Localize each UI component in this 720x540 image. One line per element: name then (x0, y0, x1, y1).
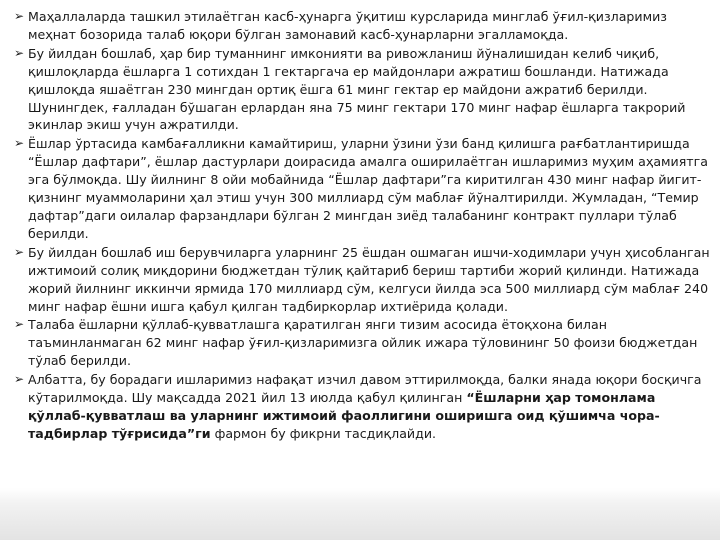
paragraph-youth-notebook (14, 135, 714, 242)
arrow-bullet-icon: ➢ (14, 45, 25, 60)
paragraph-decree (14, 371, 714, 443)
paragraph-student-rent (14, 316, 714, 370)
arrow-bullet-icon: ➢ (14, 317, 25, 332)
paragraph-text: Талаба ёшларни қўллаб-қувватлашга қаратилган янги тизим асосида ётоқхона билан таъминланмаган 62 минг нафар ўғил-қизларимизга ойлик ижара тўловининг 50 фоизи бюджетдан тўлаб берилди. (28, 317, 698, 369)
text-body (14, 8, 714, 444)
arrow-bullet-icon: ➢ (14, 372, 25, 387)
footer-gradient-band (0, 488, 720, 540)
arrow-bullet-icon: ➢ (14, 136, 25, 151)
paragraph-text: Бу йилдан бошлаб, ҳар бир туманнинг имконияти ва ривожланиш йўналишидан келиб чиқиб, қишлоқларда ёшларга 1 сотихдан 1 гектаргача ер майдонлари ажратиш бошланди. Натижада қишлоқда яшаётган 230 мингдан ортиқ ёшга 61 минг гектар ер майдони ажратиб берилди. Шунингдек, ғалладан бўшаган ерлардан яна 75 минг гектари 170 минг нафар ёшларга такрорий экинлар экиш учун ажратилди. (28, 45, 686, 133)
arrow-bullet-icon: ➢ (14, 9, 25, 23)
arrow-bullet-icon: ➢ (14, 244, 25, 259)
decree-title: “Ёшларни ҳар томонлама қўллаб-қувватлаш ва уларнинг ижтимоий фаоллигини оширишга оид қўшимча чора-тадбирлар тўғрисида”ги (28, 390, 660, 441)
paragraph-text-after: фармон бу фикрни тасдиқлайди. (210, 425, 437, 441)
paragraph-makhalla-courses (14, 8, 714, 44)
paragraph-text: Маҳаллаларда ташкил этилаётган касб-ҳунарга ўқитиш курсларида минглаб ўғил-қизларимиз меҳнат бозорида талаб юқори бўлган замонавий касб-ҳунарларни эгалламоқда. (28, 9, 667, 42)
paragraph-land-allocation (14, 45, 714, 135)
paragraph-text-before: Албатта, бу борадаги ишларимиз нафақат изчил давом эттирилмоқда, балки янада юқори босқичга кўтарилмоқда. Шу мақсадда 2021 йил 13 июлда қабул қилинган (28, 372, 702, 406)
paragraph-text: Бу йилдан бошлаб иш берувчиларга уларнинг 25 ёшдан ошмаган ишчи-ходимлари учун ҳисобланган ижтимоий солиқ миқдорини бюджетдан тўлиқ қайтариб бериш тартиби жорий қилинди. Натижада жорий йилнинг иккинчи ярмида 170 миллиард сўм, келгуси йилда эса 500 миллиард сўм маблағ 240 минг нафар ёшни ишга қабул қилган тадбиркорлар ихтиёрида қолади. (28, 244, 710, 314)
paragraph-employer-tax (14, 244, 714, 316)
paragraph-text: Ёшлар ўртасида камбағалликни камайтириш, уларни ўзини ўзи банд қилишга рағбатлантиришда “Ёшлар дафтари”, ёшлар дастурлари доирасида амалга оширилаётган ишларимиз муҳим аҳамиятга эга бўлмоқда. Шу йилнинг 8 ойи мобайнида “Ёшлар дафтари”га киритилган 430 минг нафар йигит-қизнинг муаммоларини ҳал этиш учун 300 миллиард сўм маблағ йўналтирилди. Жумладан, “Темир дафтар”даги оилалар фарзандлари бўлган 2 мингдан зиёд талабанинг контракт пуллари тўлаб берилди. (28, 136, 708, 241)
